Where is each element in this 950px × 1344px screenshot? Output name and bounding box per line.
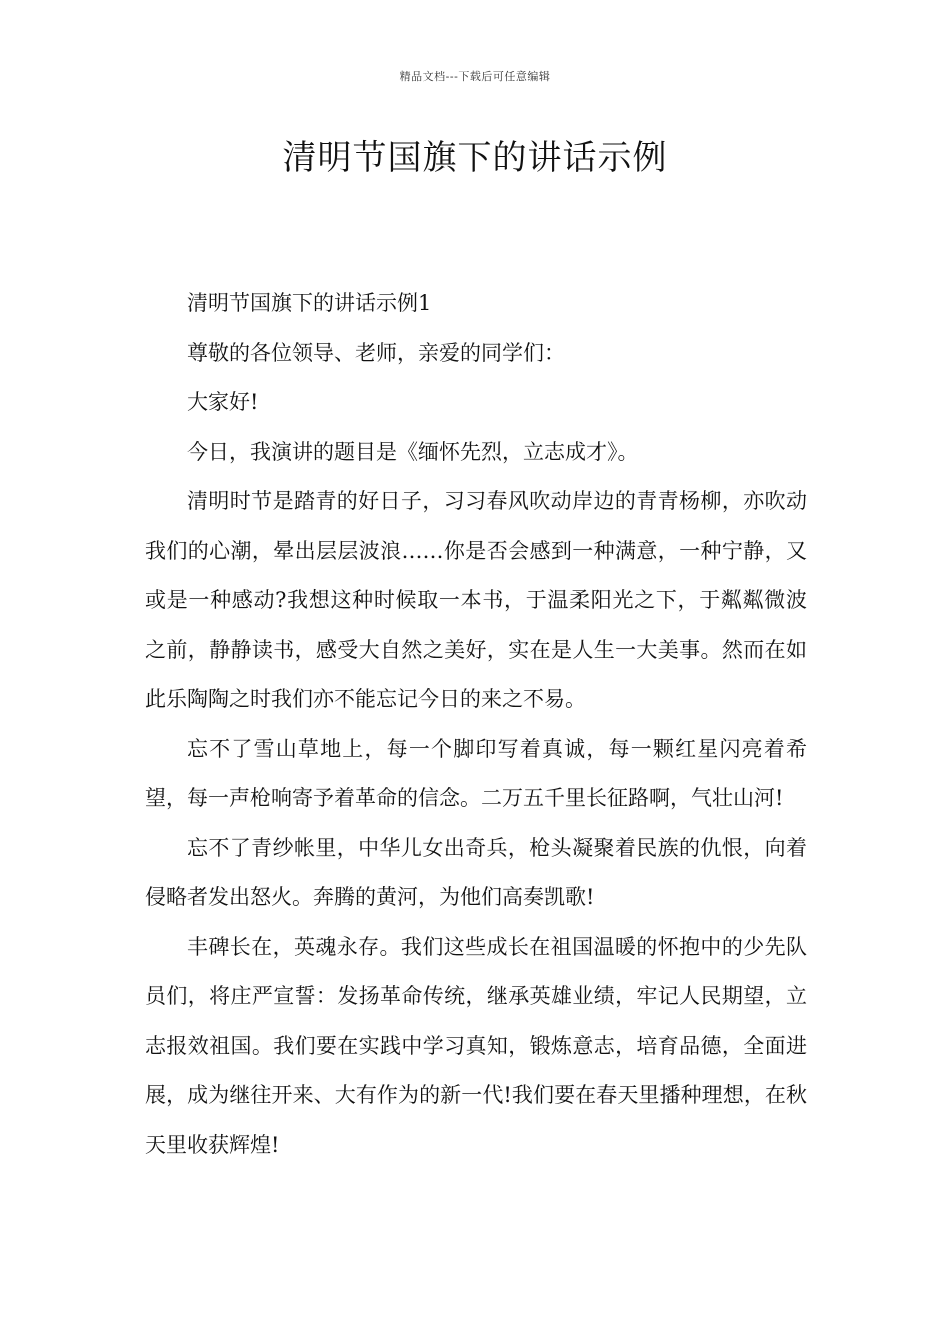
header-note: 精品文档---下载后可任意编辑: [399, 70, 551, 83]
document-body: [145, 279, 807, 1170]
document-title: 清明节国旗下的讲话示例: [282, 138, 668, 178]
paragraph: 忘不了雪山草地上，每一个脚印写着真诚，每一颗红星闪亮着希望，每一声枪响寄予着革命的信念。二万五千里长征路啊，气壮山河!: [145, 736, 807, 810]
paragraph: 丰碑长在，英魂永存。我们这些成长在祖国温暖的怀抱中的少先队员们，将庄严宣誓：发扬革命传统，继承英雄业绩，牢记人民期望，立志报效祖国。我们要在实践中学习真知，锻炼意志，培育品德，全面进展，成为继往开来、大有作为的新一代!我们要在春天里播种理想，在秋天里收获辉煌!: [145, 934, 807, 1157]
paragraph: 尊敬的各位领导、老师，亲爱的同学们：: [187, 340, 565, 365]
paragraph: 忘不了青纱帐里，中华儿女出奇兵，枪头凝聚着民族的仇恨，向着侵略者发出怒火。奔腾的黄河，为他们高奏凯歌!: [145, 835, 807, 909]
paragraph: 大家好!: [187, 390, 259, 414]
paragraph: 清明时节是踏青的好日子，习习春风吹动岸边的青青杨柳，亦吹动我们的心潮，晕出层层波浪……你是否会感到一种满意，一种宁静，又或是一种感动?我想这种时候取一本书，于温柔阳光之下，于粼粼微波之前，静静读书，感受大自然之美好，实在是人生一大美事。然而在如此乐陶陶之时我们亦不能忘记今日的来之不易。: [145, 489, 807, 711]
paragraph: 今日，我演讲的题目是《缅怀先烈，立志成才》。: [187, 439, 639, 464]
paragraph: 清明节国旗下的讲话示例1: [187, 291, 432, 315]
